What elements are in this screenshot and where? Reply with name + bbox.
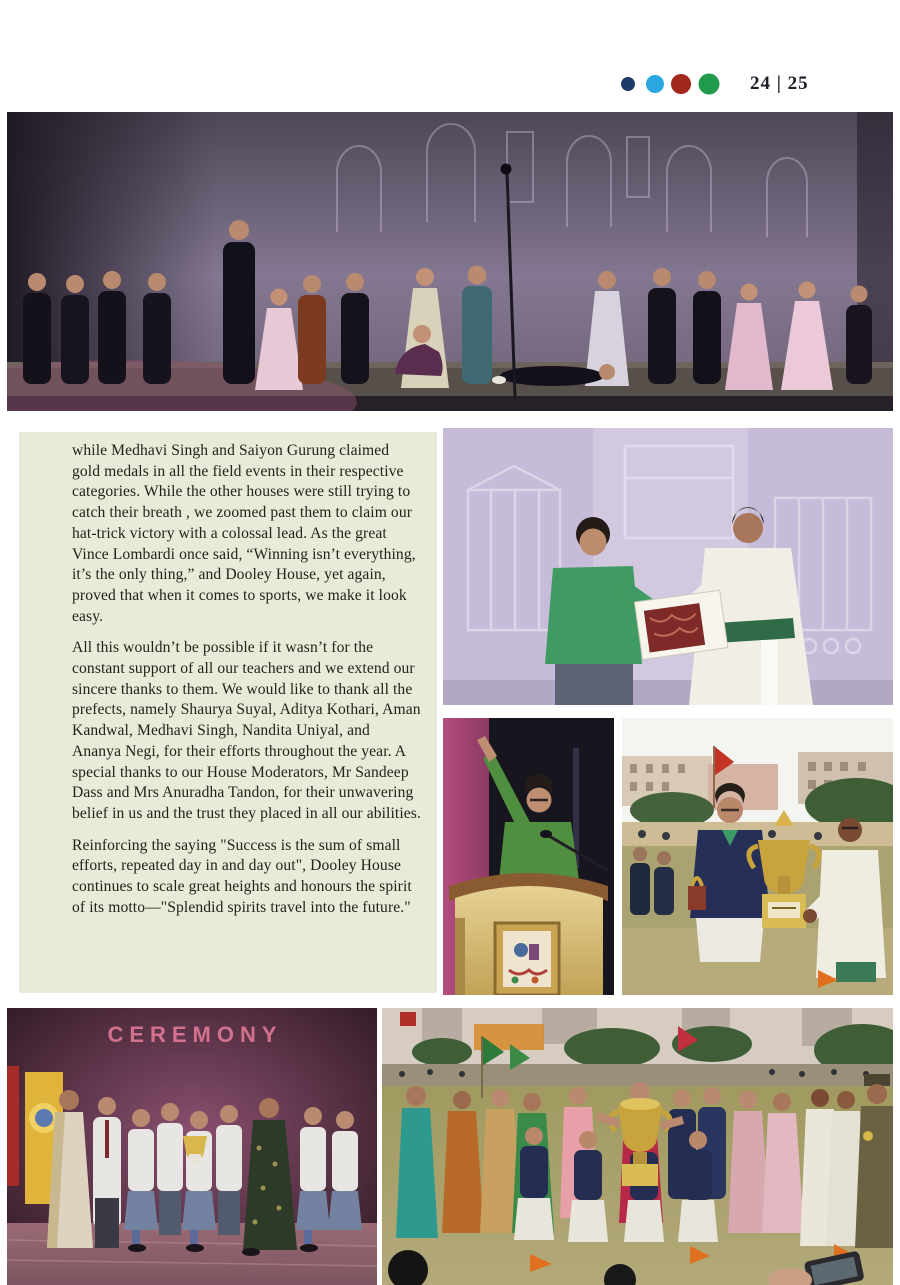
- pagination-dots: [620, 72, 722, 96]
- stage-play-photo: [7, 112, 893, 411]
- podium-speech-photo: [443, 718, 614, 995]
- field-photo-art: [382, 1008, 893, 1285]
- article-text-block: [19, 432, 437, 993]
- dot-red-icon: [671, 74, 691, 94]
- page-number: 24 | 25: [750, 73, 809, 94]
- award-photo-art: [443, 428, 893, 705]
- award-presentation-photo: [443, 428, 893, 705]
- page-header: [620, 72, 809, 96]
- stage-play-photo-art: [7, 112, 893, 411]
- ceremony-group-photo: [7, 1008, 377, 1285]
- trophy-photo-art: [622, 718, 893, 995]
- ceremony-photo-art: [7, 1008, 377, 1285]
- article-paragraph-1: while Medhavi Singh and Saiyon Gurung claimed gold medals in all the field events in their respective categories. While the other houses were still trying to catch their breath , we zoomed past them to claim our hat-trick victory with a colossal lead. As the great Vince Lombardi once said, “Winning isn’t everything, it’s the only thing,” and Dooley House, yet again, proved that when it comes to sports, we make it look easy.: [72, 442, 416, 625]
- dot-sky-icon: [646, 75, 664, 93]
- dot-navy-icon: [621, 77, 635, 91]
- article-paragraph-3: Reinforcing the saying "Success is the sum of small efforts, repeated day in and day out", Dooley House continues to scale great heights and honours the spirit of its motto—"Splendid spirits travel into the future.": [72, 836, 412, 916]
- podium-photo-art: [443, 718, 614, 995]
- ceremony-screen-text: CEREMONY: [107, 1022, 283, 1047]
- dot-green-icon: [699, 74, 720, 95]
- field-group-photo: [382, 1008, 893, 1285]
- trophy-presentation-photo: [622, 718, 893, 995]
- article-paragraph-2: All this wouldn’t be possible if it wasn’t for the constant support of all our teachers and we extend our sincere thanks to them. We would like to thank all the prefects, namely Shaurya Suyal, Aditya Kothari, Aman Kandwal, Medhavi Singh, Nandita Uniyal, and Ananya Negi, for their efforts throughout the year. A special thanks to our House Moderators, Mr Sandeep Dass and Mrs Anuradha Tandon, for their unwavering belief in us and the trust they placed in all our abilities.: [72, 639, 421, 822]
